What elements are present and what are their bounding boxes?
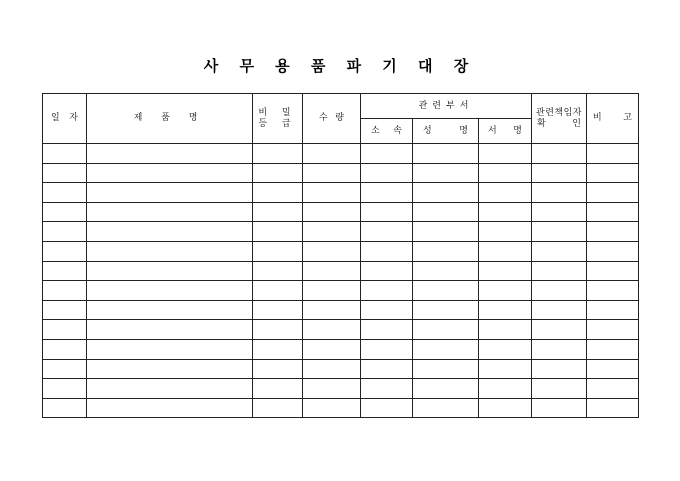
cell-signature bbox=[479, 144, 532, 164]
cell-signature bbox=[479, 320, 532, 340]
cell-remarks bbox=[587, 163, 639, 183]
cell-person-name bbox=[413, 183, 479, 203]
cell-date bbox=[43, 398, 87, 418]
cell-quantity bbox=[303, 183, 361, 203]
header-belonging-char-2: 속 bbox=[393, 125, 402, 136]
cell-secret-grade bbox=[253, 359, 303, 379]
cell-product-name bbox=[87, 144, 253, 164]
cell-date bbox=[43, 241, 87, 261]
cell-confirm bbox=[532, 359, 587, 379]
cell-confirm bbox=[532, 241, 587, 261]
cell-product-name bbox=[87, 183, 253, 203]
header-row-1 bbox=[43, 94, 639, 119]
cell-person-name bbox=[413, 241, 479, 261]
cell-person-name bbox=[413, 144, 479, 164]
cell-product-name bbox=[87, 379, 253, 399]
cell-quantity bbox=[303, 300, 361, 320]
cell-belonging bbox=[361, 144, 413, 164]
cell-signature bbox=[479, 261, 532, 281]
cell-confirm bbox=[532, 300, 587, 320]
cell-quantity bbox=[303, 339, 361, 359]
header-secret-grade-line1: 비 밀 bbox=[258, 107, 297, 118]
cell-product-name bbox=[87, 241, 253, 261]
cell-quantity bbox=[303, 398, 361, 418]
cell-secret-grade bbox=[253, 281, 303, 301]
cell-quantity bbox=[303, 261, 361, 281]
cell-quantity bbox=[303, 144, 361, 164]
cell-person-name bbox=[413, 398, 479, 418]
header-belonging-char-1: 소 bbox=[371, 125, 380, 136]
header-related-dept: 관련부서 bbox=[361, 94, 532, 119]
table-row bbox=[43, 261, 639, 281]
cell-remarks bbox=[587, 261, 639, 281]
table-row bbox=[43, 144, 639, 164]
header-product-name: 제 품 명 bbox=[87, 94, 253, 144]
page-title: 사 무 용 품 파 기 대 장 bbox=[203, 57, 477, 75]
cell-confirm bbox=[532, 261, 587, 281]
cell-remarks bbox=[587, 144, 639, 164]
cell-signature bbox=[479, 183, 532, 203]
cell-date bbox=[43, 320, 87, 340]
cell-confirm bbox=[532, 202, 587, 222]
cell-confirm bbox=[532, 163, 587, 183]
cell-remarks bbox=[587, 300, 639, 320]
cell-confirm bbox=[532, 379, 587, 399]
cell-secret-grade bbox=[253, 339, 303, 359]
cell-confirm bbox=[532, 183, 587, 203]
cell-secret-grade bbox=[253, 320, 303, 340]
table-row bbox=[43, 300, 639, 320]
cell-remarks bbox=[587, 339, 639, 359]
cell-person-name bbox=[413, 163, 479, 183]
cell-quantity bbox=[303, 379, 361, 399]
cell-confirm bbox=[532, 320, 587, 340]
cell-secret-grade bbox=[253, 202, 303, 222]
cell-product-name bbox=[87, 320, 253, 340]
cell-confirm bbox=[532, 281, 587, 301]
cell-signature bbox=[479, 398, 532, 418]
table-body bbox=[43, 144, 639, 418]
cell-belonging bbox=[361, 398, 413, 418]
cell-date bbox=[43, 183, 87, 203]
cell-remarks bbox=[587, 183, 639, 203]
cell-product-name bbox=[87, 281, 253, 301]
header-secret-grade-line2: 등 급 bbox=[258, 118, 297, 129]
cell-secret-grade bbox=[253, 144, 303, 164]
cell-signature bbox=[479, 202, 532, 222]
cell-date bbox=[43, 379, 87, 399]
cell-product-name bbox=[87, 359, 253, 379]
cell-date bbox=[43, 163, 87, 183]
cell-quantity bbox=[303, 202, 361, 222]
cell-remarks bbox=[587, 202, 639, 222]
header-belonging bbox=[361, 119, 413, 144]
cell-person-name bbox=[413, 320, 479, 340]
header-confirm-line1: 관련책임자 bbox=[536, 107, 582, 118]
cell-date bbox=[43, 281, 87, 301]
cell-secret-grade bbox=[253, 222, 303, 242]
header-person-name bbox=[413, 119, 479, 144]
cell-signature bbox=[479, 281, 532, 301]
cell-remarks bbox=[587, 241, 639, 261]
table-row bbox=[43, 222, 639, 242]
cell-secret-grade bbox=[253, 163, 303, 183]
cell-remarks bbox=[587, 320, 639, 340]
header-remarks-char-2: 고 bbox=[623, 113, 632, 123]
table-row bbox=[43, 359, 639, 379]
cell-remarks bbox=[587, 359, 639, 379]
cell-signature bbox=[479, 339, 532, 359]
cell-belonging bbox=[361, 339, 413, 359]
header-remarks bbox=[587, 94, 639, 144]
cell-person-name bbox=[413, 339, 479, 359]
cell-date bbox=[43, 359, 87, 379]
cell-quantity bbox=[303, 359, 361, 379]
cell-signature bbox=[479, 359, 532, 379]
cell-secret-grade bbox=[253, 261, 303, 281]
cell-secret-grade bbox=[253, 241, 303, 261]
table-row bbox=[43, 163, 639, 183]
cell-signature bbox=[479, 241, 532, 261]
cell-remarks bbox=[587, 281, 639, 301]
cell-remarks bbox=[587, 222, 639, 242]
header-secret-grade bbox=[253, 94, 303, 144]
cell-product-name bbox=[87, 163, 253, 183]
cell-signature bbox=[479, 222, 532, 242]
table-row bbox=[43, 241, 639, 261]
header-signature-char-2: 명 bbox=[513, 125, 522, 136]
cell-belonging bbox=[361, 202, 413, 222]
table-row bbox=[43, 398, 639, 418]
header-date-char-1: 일 bbox=[51, 113, 60, 123]
cell-date bbox=[43, 261, 87, 281]
cell-product-name bbox=[87, 222, 253, 242]
cell-quantity bbox=[303, 163, 361, 183]
disposal-register-table bbox=[42, 93, 639, 418]
cell-date bbox=[43, 144, 87, 164]
cell-belonging bbox=[361, 163, 413, 183]
cell-signature bbox=[479, 379, 532, 399]
cell-belonging bbox=[361, 379, 413, 399]
cell-belonging bbox=[361, 222, 413, 242]
header-date bbox=[43, 94, 87, 144]
cell-belonging bbox=[361, 183, 413, 203]
table-row bbox=[43, 339, 639, 359]
header-confirm-char-2: 인 bbox=[572, 118, 581, 129]
cell-belonging bbox=[361, 261, 413, 281]
cell-product-name bbox=[87, 202, 253, 222]
header-person-name-char-2: 명 bbox=[459, 125, 468, 136]
cell-confirm bbox=[532, 144, 587, 164]
header-quantity-char-2: 량 bbox=[335, 113, 344, 123]
cell-belonging bbox=[361, 320, 413, 340]
table-row bbox=[43, 320, 639, 340]
cell-remarks bbox=[587, 379, 639, 399]
cell-person-name bbox=[413, 261, 479, 281]
cell-date bbox=[43, 202, 87, 222]
header-remarks-char-1: 비 bbox=[593, 113, 602, 123]
cell-date bbox=[43, 339, 87, 359]
cell-signature bbox=[479, 300, 532, 320]
header-quantity bbox=[303, 94, 361, 144]
cell-product-name bbox=[87, 398, 253, 418]
cell-secret-grade bbox=[253, 398, 303, 418]
cell-product-name bbox=[87, 300, 253, 320]
header-person-name-char-1: 성 bbox=[423, 125, 432, 136]
cell-person-name bbox=[413, 300, 479, 320]
cell-person-name bbox=[413, 281, 479, 301]
cell-belonging bbox=[361, 281, 413, 301]
cell-product-name bbox=[87, 339, 253, 359]
header-signature bbox=[479, 119, 532, 144]
cell-quantity bbox=[303, 281, 361, 301]
cell-secret-grade bbox=[253, 300, 303, 320]
cell-confirm bbox=[532, 339, 587, 359]
table-row bbox=[43, 379, 639, 399]
header-quantity-char-1: 수 bbox=[319, 113, 328, 123]
cell-secret-grade bbox=[253, 379, 303, 399]
header-confirm-char-1: 확 bbox=[537, 118, 546, 129]
cell-signature bbox=[479, 163, 532, 183]
cell-person-name bbox=[413, 359, 479, 379]
cell-remarks bbox=[587, 398, 639, 418]
cell-confirm bbox=[532, 398, 587, 418]
cell-quantity bbox=[303, 222, 361, 242]
cell-quantity bbox=[303, 241, 361, 261]
cell-belonging bbox=[361, 300, 413, 320]
cell-date bbox=[43, 222, 87, 242]
cell-person-name bbox=[413, 222, 479, 242]
header-date-char-2: 자 bbox=[69, 113, 78, 123]
cell-person-name bbox=[413, 379, 479, 399]
table-row bbox=[43, 202, 639, 222]
cell-person-name bbox=[413, 202, 479, 222]
cell-belonging bbox=[361, 359, 413, 379]
header-signature-char-1: 서 bbox=[488, 125, 497, 136]
table-row bbox=[43, 183, 639, 203]
table-row bbox=[43, 281, 639, 301]
cell-belonging bbox=[361, 241, 413, 261]
cell-confirm bbox=[532, 222, 587, 242]
cell-product-name bbox=[87, 261, 253, 281]
cell-quantity bbox=[303, 320, 361, 340]
cell-secret-grade bbox=[253, 183, 303, 203]
header-confirm bbox=[532, 94, 587, 144]
cell-date bbox=[43, 300, 87, 320]
